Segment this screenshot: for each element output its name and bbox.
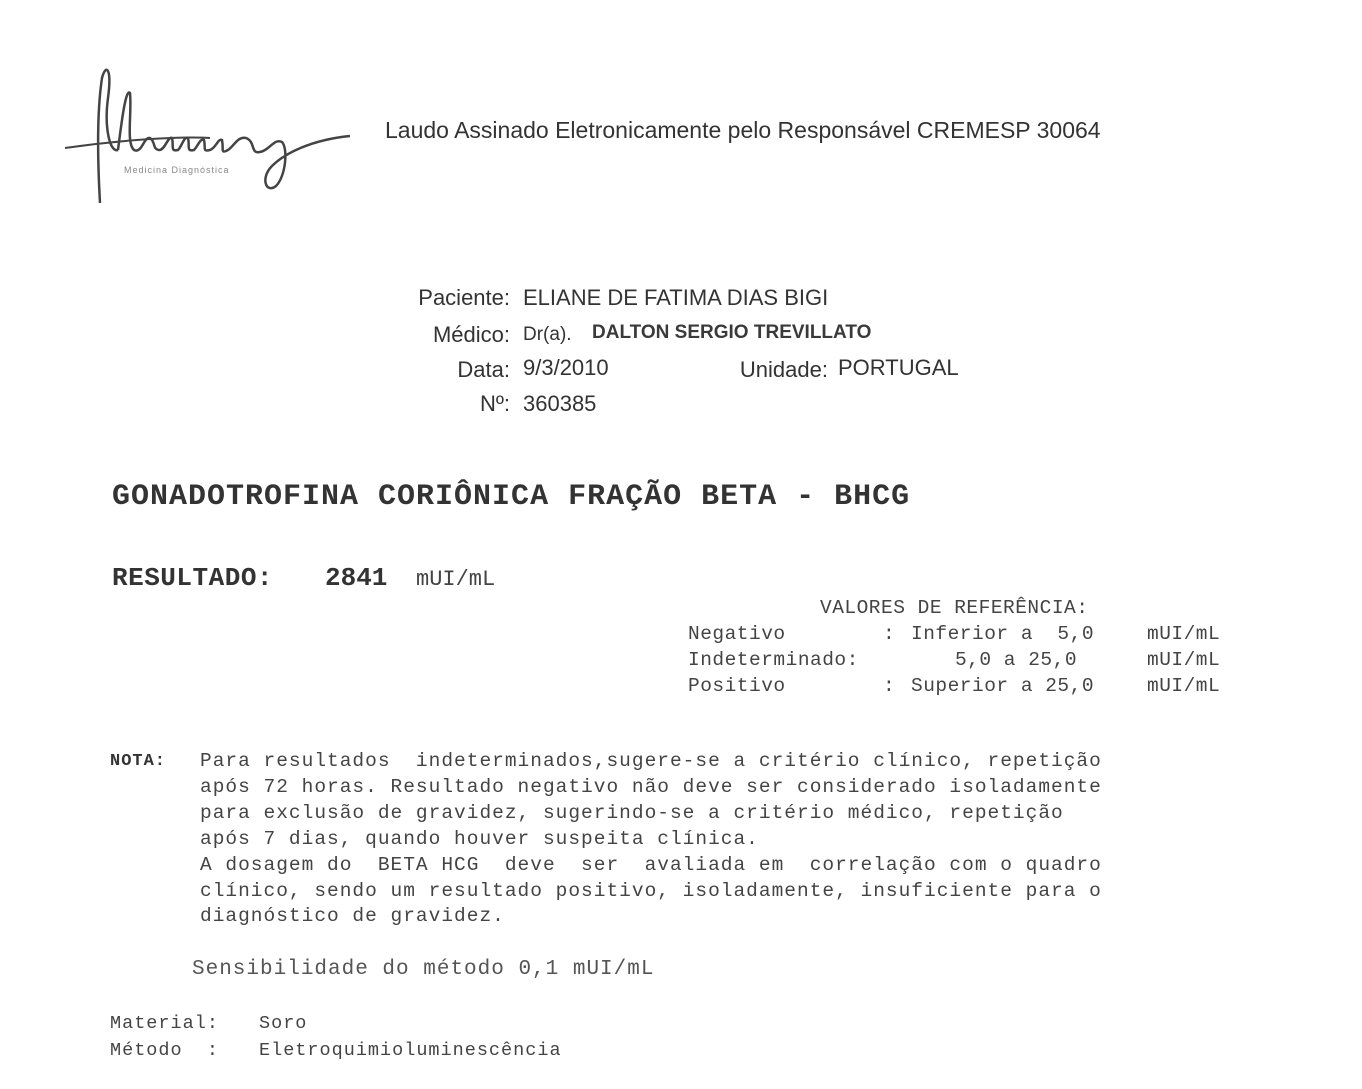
fleming-logo: [60, 58, 360, 208]
note-line: clínico, sendo um resultado positivo, isoladamente, insuficiente para o: [200, 880, 1102, 902]
unit-label: Unidade:: [739, 357, 828, 382]
result-label: RESULTADO:: [112, 563, 274, 593]
reference-row-label: Indeterminado:: [688, 649, 859, 671]
reference-row-unit: mUI/mL: [1147, 649, 1221, 671]
sensitivity-text: Sensibilidade do método 0,1 mUI/mL: [192, 958, 655, 981]
material-label: Material:: [110, 1013, 219, 1034]
note-line: após 72 horas. Resultado negativo não deve ser considerado isoladamente: [200, 776, 1102, 798]
patient-name: ELIANE DE FATIMA DIAS BIGI: [523, 285, 829, 310]
number-label: Nº:: [479, 391, 510, 416]
date-label: Data:: [457, 357, 510, 382]
doctor-label: Médico:: [432, 322, 510, 347]
exam-title: GONADOTROFINA CORIÔNICA FRAÇÃO BETA - BHCG: [112, 480, 911, 514]
method-value: Eletroquimioluminescência: [259, 1040, 562, 1061]
signed-by-text: Laudo Assinado Eletronicamente pelo Responsável CREMESP 30064: [385, 117, 1101, 143]
unit-value: PORTUGAL: [838, 355, 959, 380]
material-value: Soro: [259, 1013, 308, 1034]
reference-row-sep: :: [883, 623, 896, 645]
logo-subtext: Medicina Diagnóstica: [124, 165, 230, 175]
doctor-name: DALTON SERGIO TREVILLATO: [592, 322, 872, 343]
reference-row-unit: mUI/mL: [1147, 675, 1221, 697]
reference-row-unit: mUI/mL: [1147, 623, 1221, 645]
number-value: 360385: [523, 391, 597, 416]
doctor-prefix: Dr(a).: [523, 324, 572, 345]
reference-row-label: Negativo: [688, 623, 786, 645]
reference-row-range: Superior a 25,0: [911, 675, 1095, 697]
reference-row-range: 5,0 a 25,0: [955, 649, 1078, 671]
patient-label: Paciente:: [418, 285, 510, 310]
note-line: após 7 dias, quando houver suspeita clínica.: [200, 828, 759, 850]
method-label: Método :: [110, 1040, 219, 1061]
note-line: Para resultados indeterminados,sugere-se a critério clínico, repetição: [200, 750, 1102, 772]
reference-row-range: Inferior a 5,0: [911, 623, 1095, 645]
result-unit: mUI/mL: [416, 567, 496, 592]
reference-row-sep: :: [883, 675, 896, 697]
reference-row-label: Positivo: [688, 675, 786, 697]
result-value: 2841: [325, 563, 388, 593]
note-line: para exclusão de gravidez, sugerindo-se a critério médico, repetição: [200, 802, 1064, 824]
date-value: 9/3/2010: [523, 355, 609, 380]
note-line: diagnóstico de gravidez.: [200, 905, 505, 927]
note-label: NOTA:: [110, 752, 167, 771]
reference-heading: VALORES DE REFERÊNCIA:: [820, 597, 1089, 619]
note-line: A dosagem do BETA HCG deve ser avaliada em correlação com o quadro: [200, 854, 1102, 876]
